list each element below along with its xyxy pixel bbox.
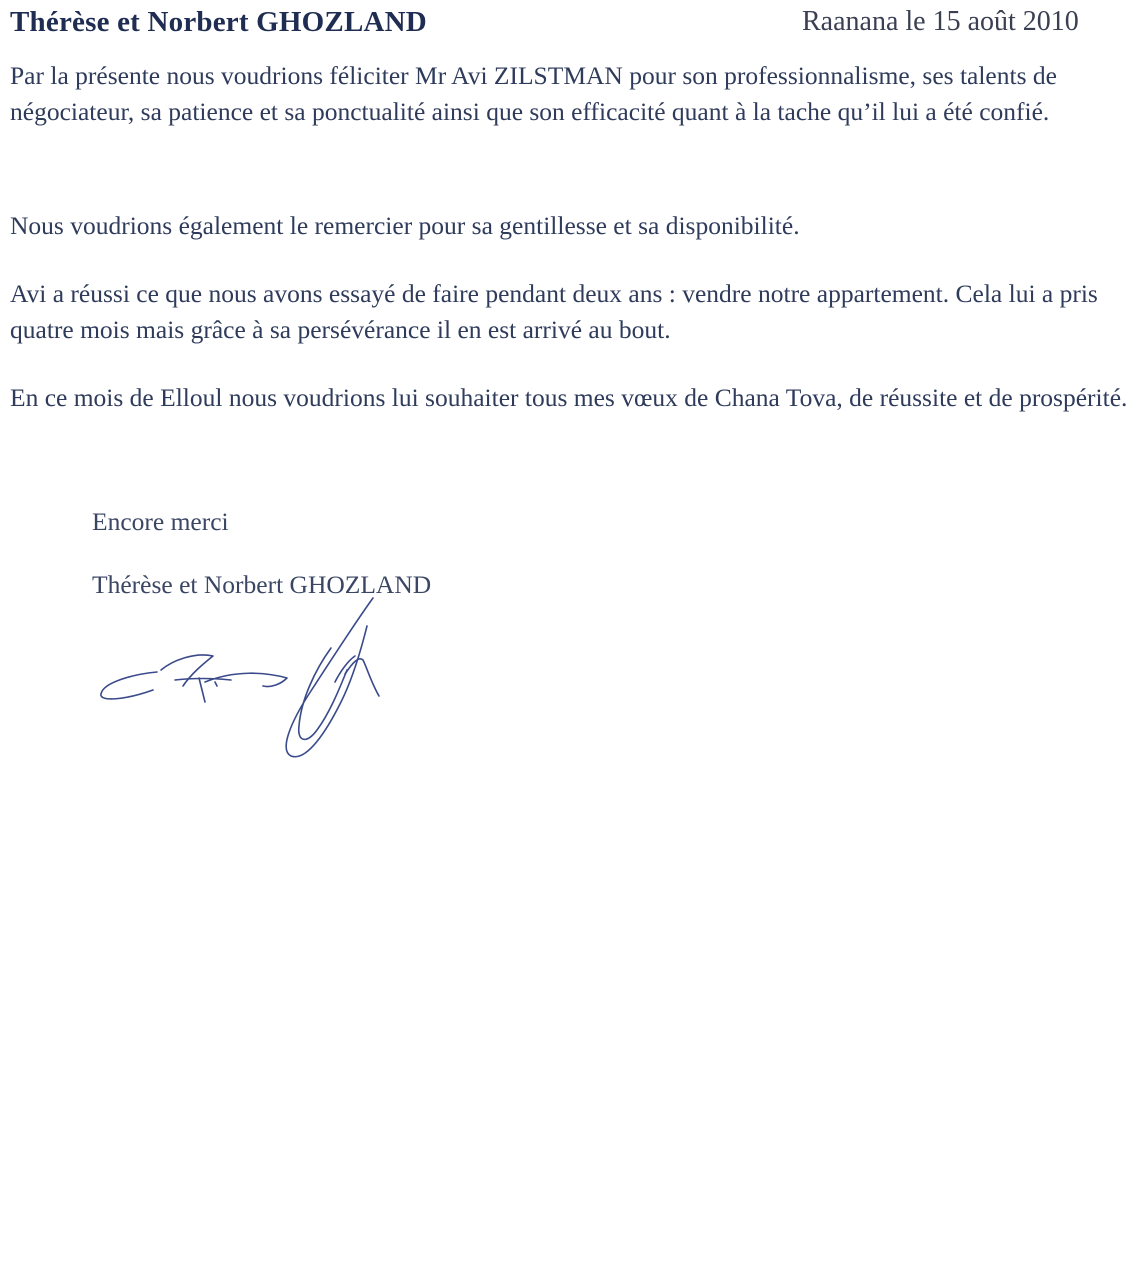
closing-signoff: Thérèse et Norbert GHOZLAND — [92, 570, 432, 599]
paragraph-wishes: En ce mois de Elloul nous voudrions lui souhaiter tous mes vœux de Chana Tova, de réussite et de prospérité. — [10, 383, 1128, 412]
letter-date: Raanana le 15 août 2010 — [802, 6, 1079, 37]
handwritten-signature — [95, 590, 415, 765]
paragraph-apartment-sale: Avi a réussi ce que nous avons essayé de faire pendant deux ans : vendre notre appartement. Cela lui a pris quatre mois mais grâce à sa persévérance il en est arrivé au bout. — [10, 279, 1098, 344]
closing-thanks: Encore merci — [92, 507, 229, 536]
paragraph-congratulations: Par la présente nous voudrions féliciter Mr Avi ZILSTMAN pour son professionnalisme, ses talents de négociateur, sa patience et sa ponctualité ainsi que son efficacité quant à la tache qu’il lui a été confié. — [10, 61, 1057, 126]
paragraph-thanks: Nous voudrions également le remercier pour sa gentillesse et sa disponibilité. — [10, 211, 800, 240]
sender-name: Thérèse et Norbert GHOZLAND — [10, 6, 427, 38]
